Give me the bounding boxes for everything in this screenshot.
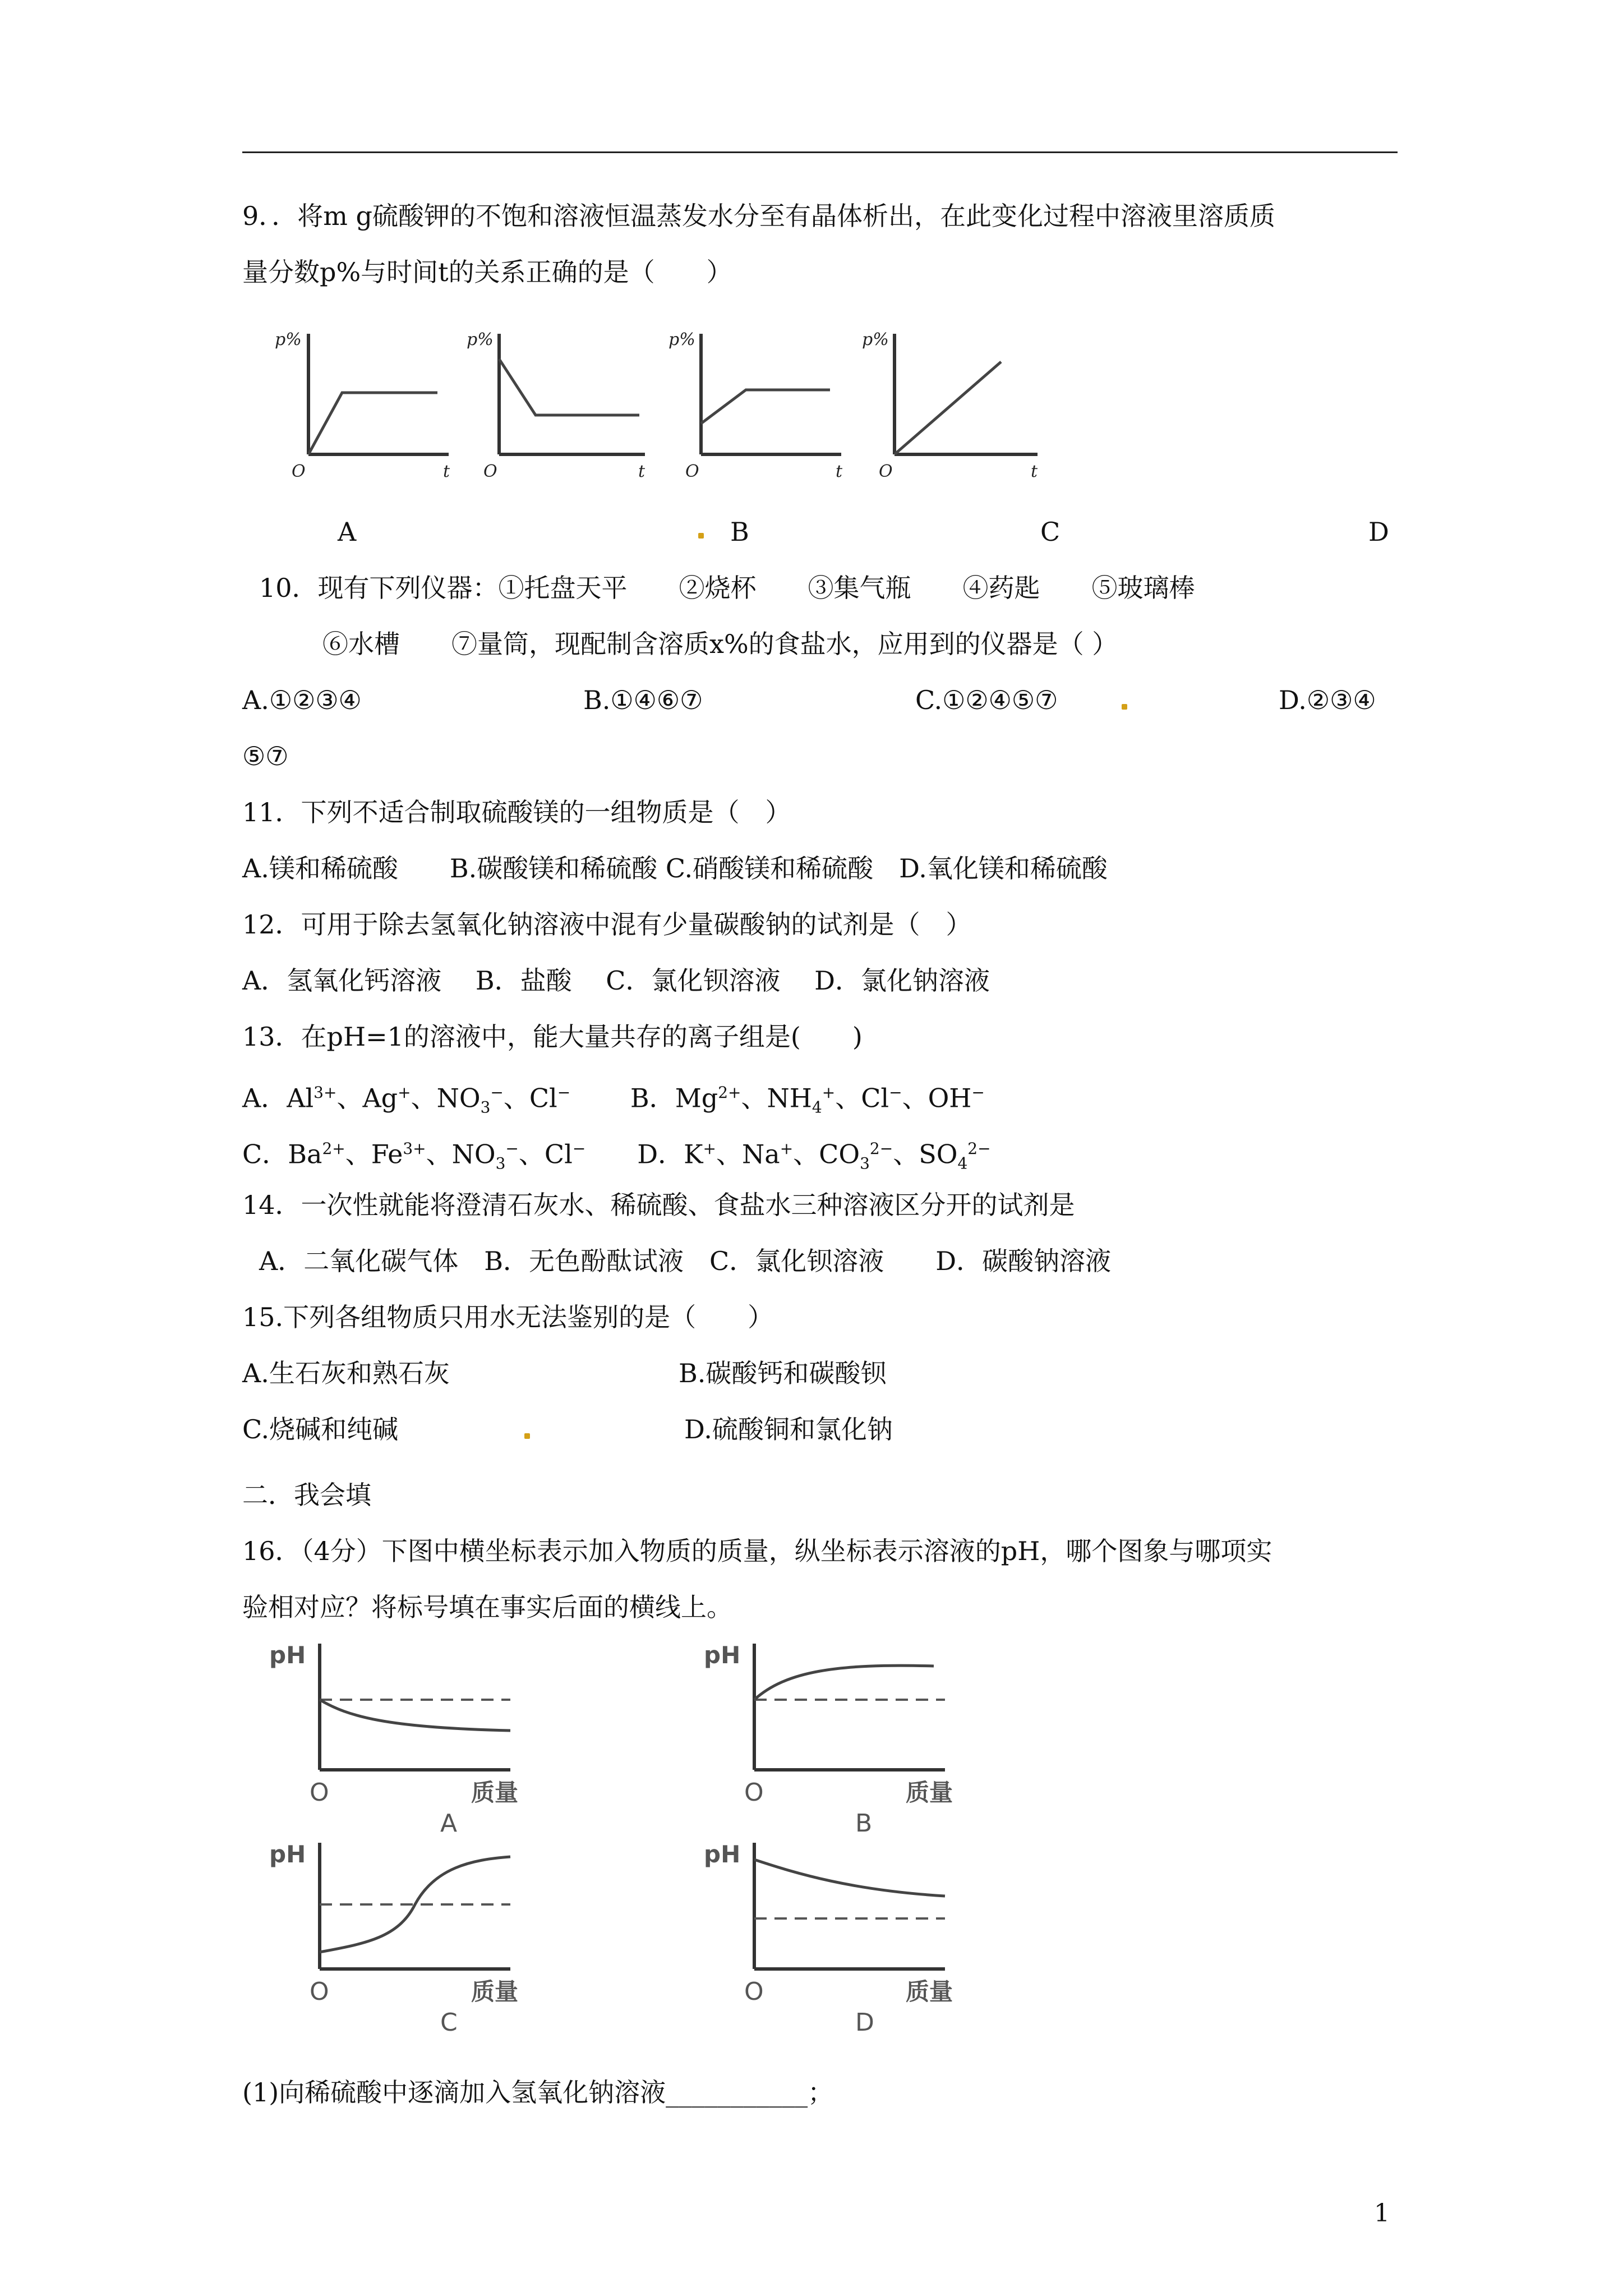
- q9-graph-b-curve: [499, 359, 639, 415]
- stray-mark: [1122, 704, 1127, 710]
- q16-graph-a: [269, 1641, 518, 1838]
- q16-line1: 16．（4分）下图中横坐标表示加入物质的质量，纵坐标表示溶液的pH，哪个图象与哪项实: [242, 1536, 1272, 1566]
- q16-graph-a-label: A: [440, 1809, 458, 1838]
- q9-graph-c-ylabel: p%: [668, 330, 695, 349]
- q10-line2: ⑥水槽 ⑦量筒，现配制含溶质x%的食盐水，应用到的仪器是（ ）: [322, 629, 1118, 659]
- q16-graph-a-curve: [320, 1700, 510, 1731]
- q14-options: A．二氧化碳气体 B．无色酚酞试液 C．氯化钡溶液 D．碳酸钠溶液: [259, 1246, 1112, 1276]
- q10-option-a: A.①②③④: [242, 685, 362, 715]
- q11-options: A.镁和稀硫酸 B.碳酸镁和稀硫酸 C.硝酸镁和稀硫酸 D.氧化镁和稀硫酸: [242, 853, 1108, 884]
- q16-graph-b-origin: O: [744, 1778, 764, 1807]
- q9-graph-a-xlabel: t: [443, 462, 450, 481]
- q9-graph-a-ylabel: p%: [275, 330, 302, 349]
- q10-option-d: D.②③④: [1279, 685, 1376, 715]
- q16-graph-d-origin: O: [744, 1977, 764, 2006]
- q16-graph-d-xlabel: 质量: [906, 1978, 953, 2005]
- header-rule: [242, 151, 1398, 153]
- q9-option-a: A: [338, 517, 357, 547]
- q16-graph-a-xlabel: 质量: [471, 1779, 519, 1806]
- q16-graph-b-curve: [754, 1665, 934, 1700]
- q9-line2: 量分数p%与时间t的关系正确的是（ ）: [242, 257, 732, 287]
- q16-sub1: (1)向稀硫酸中逐滴加入氢氧化钠溶液___________；: [242, 2077, 834, 2108]
- q16-graph-c-label: C: [440, 2008, 458, 2037]
- q15-stem: 15.下列各组物质只用水无法鉴别的是（ ）: [242, 1302, 774, 1332]
- q15-option-b: B.碳酸钙和碳酸钡: [679, 1358, 887, 1388]
- q9-option-c: C: [1040, 517, 1061, 547]
- q9-graph-d-ylabel: p%: [862, 330, 889, 349]
- q10-option-d-cont: ⑤⑦: [242, 741, 289, 771]
- q15-option-c: C.烧碱和纯碱: [242, 1414, 399, 1444]
- q9-graph-d-curve: [895, 362, 1001, 454]
- q9-option-d: D: [1368, 517, 1389, 547]
- page-number: 1: [1374, 2199, 1390, 2228]
- q9-graph-c-origin: O: [685, 462, 699, 481]
- q9-graph-a: [275, 330, 450, 481]
- q9-graph-c-xlabel: t: [836, 462, 843, 481]
- q13-a-label: A．: [242, 1083, 287, 1114]
- q16-graph-d-ylabel: pH: [704, 1841, 741, 1868]
- q13-options-ab: A．$Al^{3+}$、Ag+、$NO_3^-$、Cl− B．$Mg^{2+}$、$NH_4^+$、Cl−、OH−: [242, 1083, 985, 1117]
- q13-d-label: D．: [637, 1139, 684, 1170]
- q16-graph-b-label: B: [855, 1809, 873, 1838]
- q16-graph-a-ylabel: pH: [269, 1641, 306, 1669]
- q9-graph-b: [467, 330, 645, 481]
- section-title: 二．我会填: [242, 1480, 371, 1510]
- q16-line2: 验相对应？将标号填在事实后面的横线上。: [242, 1592, 732, 1622]
- q16-graph-b-ylabel: pH: [704, 1641, 741, 1669]
- q15-option-d: D.硫酸铜和氯化钠: [684, 1414, 893, 1444]
- stray-mark: [524, 1433, 530, 1439]
- q10-option-c: C.①②④⑤⑦: [915, 685, 1058, 715]
- q9-graph-d-origin: O: [879, 462, 893, 481]
- q10-line1: 10．现有下列仪器：①托盘天平 ②烧杯 ③集气瓶 ④药匙 ⑤玻璃棒: [259, 573, 1195, 603]
- q13-b-label: B．: [630, 1083, 675, 1114]
- q16-graph-b-xlabel: 质量: [906, 1779, 953, 1806]
- stray-mark: [698, 533, 704, 539]
- q9-graph-c: [668, 330, 843, 481]
- q12-stem: 12．可用于除去氢氧化钠溶液中混有少量碳酸钠的试剂是（ ）: [242, 909, 972, 940]
- q16-graphs: [247, 1638, 1032, 2042]
- q12-options: A．氢氧化钙溶液 B．盐酸 C．氯化钡溶液 D．氯化钠溶液: [242, 965, 990, 996]
- q14-stem: 14．一次性就能将澄清石灰水、稀硫酸、食盐水三种溶液区分开的试剂是: [242, 1190, 1075, 1220]
- q9-line1: 9．．将m g硫酸钾的不饱和溶液恒温蒸发水分至有晶体析出，在此变化过程中溶液里溶质质: [242, 201, 1275, 231]
- q9-graph-d: [862, 330, 1038, 481]
- q9-option-b: B: [730, 517, 749, 547]
- q9-graphs: [264, 325, 1077, 482]
- q16-graph-d-curve: [754, 1860, 945, 1896]
- q16-graph-c-origin: O: [310, 1977, 329, 2006]
- q13-c-label: C．: [242, 1139, 288, 1170]
- q15-option-a: A.生石灰和熟石灰: [242, 1358, 450, 1388]
- q16-graph-c-xlabel: 质量: [471, 1978, 519, 2005]
- q9-graph-b-ylabel: p%: [467, 330, 494, 349]
- q16-graph-b: [704, 1641, 953, 1838]
- q13-stem: 13．在pH=1的溶液中，能大量共存的离子组是( ): [242, 1022, 863, 1052]
- q16-graph-a-origin: O: [310, 1778, 329, 1807]
- q16-graph-d: [704, 1841, 953, 2037]
- q9-graph-a-origin: O: [292, 462, 306, 481]
- q16-graph-c: [269, 1841, 518, 2037]
- q13-options-cd: C．$Ba^{2+}$、$Fe^{3+}$、$NO_3^-$、Cl− D．K+、Na+、$CO_3^{2-}$、$SO_4^{2-}$: [242, 1139, 991, 1173]
- q9-graph-d-xlabel: t: [1031, 462, 1038, 481]
- q10-option-b: B.①④⑥⑦: [583, 685, 703, 715]
- q9-graph-b-origin: O: [483, 462, 497, 481]
- q9-graph-c-curve: [701, 390, 830, 424]
- q11-stem: 11．下列不适合制取硫酸镁的一组物质是（ ）: [242, 797, 791, 827]
- q16-graph-c-ylabel: pH: [269, 1841, 306, 1868]
- q9-graph-b-xlabel: t: [638, 462, 645, 481]
- q9-graph-a-curve: [308, 393, 437, 454]
- q16-graph-d-label: D: [855, 2008, 874, 2037]
